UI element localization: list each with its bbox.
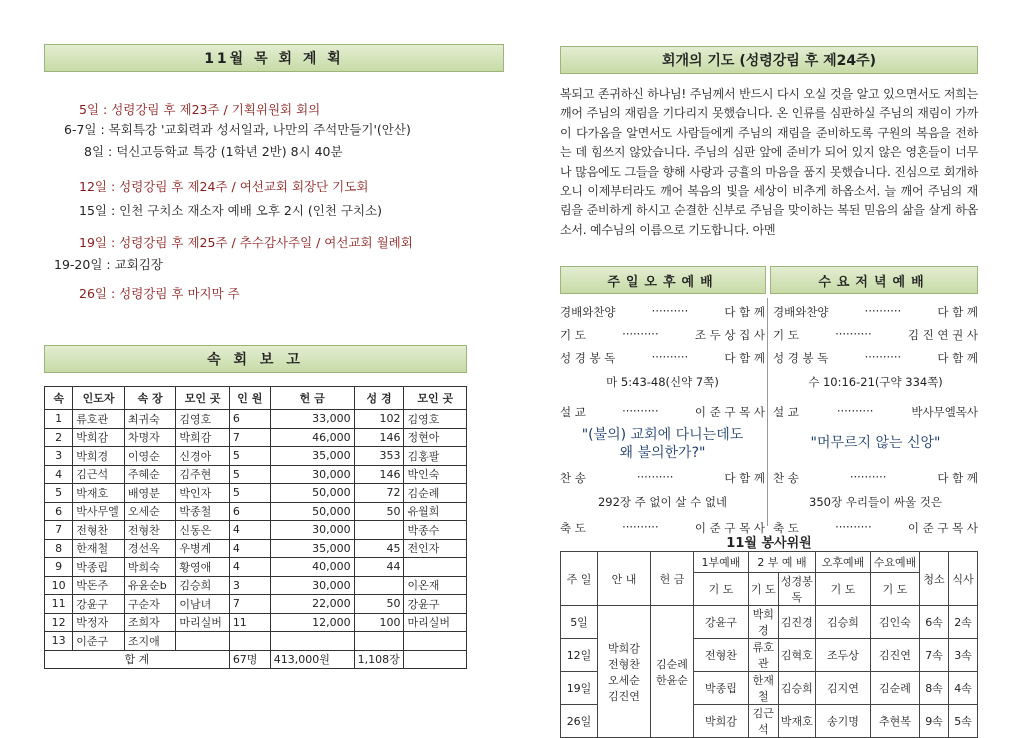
schedule-separator: : <box>102 257 115 272</box>
report-row <box>45 465 467 484</box>
service-committee-title: 11월 봉사위원 <box>726 536 812 551</box>
service-cell: 전형찬 <box>694 639 749 672</box>
report-title: 속 회 보 고 <box>207 352 304 368</box>
prayer-text: 복되고 존귀하신 하나님! 주님께서 반드시 다시 오실 것을 알고 있으면서도 저희는 깨어 주님의 재림을 기다리지 못했습니다. 온 인류를 심판하실 주님의 재림이 가까이 다가옴을 알면서도 사람들에게 주님의 재림을 준비하도록 구원의 복음을 전하는 데 힘쓰지 않았습니다. 주님의 심판 앞에 준비가 되어 있지 않은 영혼들이 너무나 많음에도 그들을 향해 사랑과 긍휼의 마음을 품지 못했습니다. 진심으로 회개하오니 이제부터라도 깨어 복음의 빛을 세상이 비추게 하옵소서. 늘 깨어 주님의 재림을 준비하게 하시고 순결한 신부로 주님을 맞이하는 복된 믿음의 삶을 살게 하옵소서. 예수님의 이름으로 기도합니다. 아멘 <box>560 87 978 237</box>
sunday-service-title: 주일오후예배 <box>607 274 719 290</box>
report-cell: 조지애 <box>124 632 176 651</box>
schedule-separator: : <box>106 235 120 250</box>
report-cell: 박정자 <box>73 613 125 632</box>
report-cell: 박종립 <box>73 558 125 577</box>
report-cell: 353 <box>354 447 404 466</box>
report-cell: 정현아 <box>404 428 467 447</box>
schedule-day: 8일 <box>84 144 105 159</box>
report-cell: 30,000 <box>270 465 354 484</box>
report-cell: 박인숙 <box>404 465 467 484</box>
item-label: 축 도 <box>773 521 799 535</box>
wed-sermon-title: "머무르지 않는 신앙" <box>810 435 941 451</box>
report-cell: 4 <box>229 521 270 540</box>
schedule-text: 성령강림 후 제25주 / 추수감사주일 / 여선교회 월례회 <box>119 235 413 250</box>
report-cell <box>176 632 229 651</box>
report-cell: 5 <box>229 447 270 466</box>
report-cell <box>354 632 404 651</box>
wed-prayer <box>773 327 978 343</box>
service-cell: 김근석 <box>749 705 779 738</box>
sunday-prayer <box>560 327 765 343</box>
schedule-separator: : <box>99 102 112 117</box>
report-cell: 박재호 <box>73 484 125 503</box>
item-dots: ·········· <box>636 470 674 484</box>
report-column-header: 인도자 <box>73 387 125 410</box>
report-cell: 44 <box>354 558 404 577</box>
wed-reading <box>773 350 978 366</box>
report-cell: 5 <box>45 484 73 503</box>
schedule-day: 6-7일 <box>64 122 97 137</box>
report-cell: 10 <box>45 576 73 595</box>
item-person: 김 진 연 권 사 <box>907 328 978 342</box>
report-cell: 4 <box>229 539 270 558</box>
item-person: 다 함 께 <box>937 471 978 485</box>
report-cell: 22,000 <box>270 595 354 614</box>
report-total-cell: 67명 <box>229 650 270 669</box>
service-row <box>561 606 978 639</box>
schedule-item <box>54 255 163 273</box>
report-total-cell: 1,108장 <box>354 650 404 669</box>
wed-scripture: 수 10:16-21(구약 334쪽) <box>808 375 943 389</box>
report-cell: 강윤구 <box>404 595 467 614</box>
report-cell <box>404 632 467 651</box>
offering-name: 한윤순 <box>656 673 688 687</box>
report-column-header: 성 경 <box>354 387 404 410</box>
item-label: 경배와찬양 <box>773 305 829 319</box>
item-label: 성 경 봉 독 <box>560 351 616 365</box>
service-header-cell: 청소 <box>920 552 949 606</box>
item-label: 성 경 봉 독 <box>773 351 829 365</box>
report-row <box>45 447 467 466</box>
report-cell: 45 <box>354 539 404 558</box>
report-cell: 146 <box>354 428 404 447</box>
service-cell: 2속 <box>949 606 978 639</box>
sunday-sermon-title-line1: "(불의) 교회에 다니는데도 <box>581 427 744 443</box>
sunday-hymn-title: 292장 주 없이 살 수 없네 <box>597 495 728 509</box>
schedule-day: 15일 <box>79 203 107 218</box>
report-cell: 마리실버 <box>404 613 467 632</box>
report-cell: 50,000 <box>270 484 354 503</box>
prayer-header <box>560 46 978 74</box>
item-dots: ·········· <box>864 304 902 318</box>
report-row <box>45 410 467 429</box>
item-dots: ·········· <box>864 350 902 364</box>
guide-name: 전형찬 <box>608 657 640 671</box>
report-cell: 3 <box>45 447 73 466</box>
item-dots: ·········· <box>622 520 659 534</box>
report-cell: 11 <box>229 613 270 632</box>
report-cell: 박희감 <box>73 428 125 447</box>
guide-name: 오세순 <box>608 673 640 687</box>
service-cell: 7속 <box>920 639 949 672</box>
schedule-item <box>79 233 413 251</box>
report-cell: 이남녀 <box>176 595 229 614</box>
report-cell: 1 <box>45 410 73 429</box>
report-cell: 박인자 <box>176 484 229 503</box>
schedule-text: 성령강림 후 제23주 / 기획위원회 회의 <box>111 102 321 117</box>
wednesday-service-title: 수요저녁예배 <box>818 274 930 290</box>
report-cell: 박사무엘 <box>73 502 125 521</box>
sunday-reading <box>560 350 765 366</box>
report-cell: 6 <box>45 502 73 521</box>
schedule-item <box>79 100 320 118</box>
report-cell: 김순례 <box>404 484 467 503</box>
item-dots: ·········· <box>835 327 872 341</box>
schedule-item <box>84 142 343 160</box>
item-dots: ·········· <box>622 404 659 418</box>
report-column-header: 모인 곳 <box>176 387 229 410</box>
service-cell: 4속 <box>949 672 978 705</box>
service-cell: 8속 <box>920 672 949 705</box>
report-cell: 황영애 <box>176 558 229 577</box>
item-person: 다 함 께 <box>724 471 765 485</box>
report-cell: 7 <box>45 521 73 540</box>
sunday-sermon-title-line2: 왜 불의한가?" <box>619 445 706 461</box>
service-cell: 김지연 <box>816 672 871 705</box>
wed-sermon <box>773 404 978 420</box>
service-cell: 김순례 <box>871 672 920 705</box>
report-cell: 한재철 <box>73 539 125 558</box>
schedule-separator: : <box>106 286 120 301</box>
report-cell: 12 <box>45 613 73 632</box>
service-cell: 추현복 <box>871 705 920 738</box>
report-cell: 박돈주 <box>73 576 125 595</box>
service-cell: 3속 <box>949 639 978 672</box>
schedule-text: 성령강림 후 제24주 / 여선교회 회장단 기도회 <box>119 179 369 194</box>
wed-praise <box>773 304 978 320</box>
prayer-title: 회개의 기도 (성령강림 후 제24주) <box>661 53 877 69</box>
report-cell: 김영호 <box>176 410 229 429</box>
report-row <box>45 502 467 521</box>
report-cell: 46,000 <box>270 428 354 447</box>
report-cell <box>354 521 404 540</box>
report-cell: 전인자 <box>404 539 467 558</box>
service-cell: 조두상 <box>816 639 871 672</box>
schedule-day: 19-20일 <box>54 257 103 272</box>
report-cell: 30,000 <box>270 576 354 595</box>
report-cell: 35,000 <box>270 539 354 558</box>
report-cell: 8 <box>45 539 73 558</box>
report-cell: 배영분 <box>124 484 176 503</box>
schedule-item <box>64 120 411 138</box>
report-cell: 김근석 <box>73 465 125 484</box>
report-total-row <box>45 650 467 669</box>
report-cell: 35,000 <box>270 447 354 466</box>
schedule-item <box>79 201 382 219</box>
report-cell: 주혜순 <box>124 465 176 484</box>
schedule-item <box>79 177 368 195</box>
report-cell: 102 <box>354 410 404 429</box>
report-cell: 50 <box>354 502 404 521</box>
report-cell: 최귀숙 <box>124 410 176 429</box>
report-cell: 김영호 <box>404 410 467 429</box>
guide-name: 김진연 <box>608 689 640 703</box>
report-row <box>45 558 467 577</box>
item-person: 다 함 께 <box>937 351 978 365</box>
report-cell: 구순자 <box>124 595 176 614</box>
offering-name: 김순례 <box>656 657 688 671</box>
service-header-cell: 1부예배 <box>694 552 749 573</box>
report-cell: 7 <box>229 595 270 614</box>
report-cell: 유윤순b <box>124 576 176 595</box>
guide-name: 박희감 <box>608 641 640 655</box>
report-cell: 박희경 <box>73 447 125 466</box>
item-person: 박사무엘목사 <box>911 405 978 419</box>
sunday-praise <box>560 304 765 320</box>
service-committee-table <box>560 551 978 738</box>
report-row <box>45 428 467 447</box>
sunday-service-header <box>560 266 766 294</box>
report-column-header: 모인 곳 <box>404 387 467 410</box>
report-cell: 12,000 <box>270 613 354 632</box>
report-cell: 이준구 <box>73 632 125 651</box>
service-header-cell: 기 도 <box>871 573 920 606</box>
schedule-text: 교회김장 <box>114 257 163 272</box>
report-cell: 50,000 <box>270 502 354 521</box>
item-label: 설 교 <box>773 405 799 419</box>
service-cell: 김진연 <box>871 639 920 672</box>
service-cell: 19일 <box>561 672 598 705</box>
item-label: 설 교 <box>560 405 586 419</box>
report-cell: 조희자 <box>124 613 176 632</box>
report-column-header: 인 원 <box>229 387 270 410</box>
schedule-text: 덕신고등학교 특강 (1학년 2반) 8시 40분 <box>116 144 343 159</box>
schedule-text: 목회특강 '교회력과 성서일과, 나만의 주석만들기'(안산) <box>108 122 411 137</box>
item-person: 다 함 께 <box>724 351 765 365</box>
item-label: 기 도 <box>773 328 799 342</box>
item-label: 찬 송 <box>773 471 799 485</box>
service-cell: 김진경 <box>778 606 815 639</box>
item-dots: ·········· <box>835 520 872 534</box>
meeting-report-table <box>44 386 467 669</box>
report-cell: 33,000 <box>270 410 354 429</box>
service-cell: 12일 <box>561 639 598 672</box>
service-cell: 김승희 <box>816 606 871 639</box>
report-cell: 50 <box>354 595 404 614</box>
schedule-day: 19일 <box>79 235 107 250</box>
schedule-text: 성령강림 후 마지막 주 <box>119 286 240 301</box>
service-header-cell: 2 부 예 배 <box>749 552 816 573</box>
report-cell <box>229 632 270 651</box>
report-cell: 오세순 <box>124 502 176 521</box>
report-cell: 신동은 <box>176 521 229 540</box>
report-cell: 전형찬 <box>73 521 125 540</box>
item-person: 다 함 께 <box>724 305 765 319</box>
item-label: 경배와찬양 <box>560 305 616 319</box>
service-cell: 류호관 <box>749 639 779 672</box>
item-label: 축 도 <box>560 521 586 535</box>
service-cell: 김승희 <box>778 672 815 705</box>
service-cell: 박종립 <box>694 672 749 705</box>
report-cell: 6 <box>229 502 270 521</box>
report-column-header: 속 장 <box>124 387 176 410</box>
item-person: 이 준 구 목 사 <box>694 405 765 419</box>
report-cell: 김홍팔 <box>404 447 467 466</box>
report-cell: 전형찬 <box>124 521 176 540</box>
service-header-cell: 기 도 <box>749 573 779 606</box>
report-cell <box>404 558 467 577</box>
schedule-separator: : <box>104 144 117 159</box>
service-header-cell: 안 내 <box>598 552 651 606</box>
report-cell: 4 <box>45 465 73 484</box>
report-cell: 이영순 <box>124 447 176 466</box>
report-cell: 5 <box>229 465 270 484</box>
report-cell: 13 <box>45 632 73 651</box>
wed-hymn-title: 350장 우리들이 싸울 것은 <box>809 495 942 509</box>
report-cell: 2 <box>45 428 73 447</box>
report-row <box>45 521 467 540</box>
report-header <box>44 345 467 373</box>
service-cell: 5일 <box>561 606 598 639</box>
item-person: 다 함 께 <box>937 305 978 319</box>
service-cell: 박희경 <box>749 606 779 639</box>
item-dots: ·········· <box>622 327 659 341</box>
report-row <box>45 613 467 632</box>
item-person: 이 준 구 목 사 <box>694 521 765 535</box>
schedule-day: 26일 <box>79 286 107 301</box>
report-row <box>45 484 467 503</box>
service-header-cell: 성경봉독 <box>778 573 815 606</box>
report-column-header: 헌 금 <box>270 387 354 410</box>
report-cell: 박희숙 <box>124 558 176 577</box>
report-cell: 9 <box>45 558 73 577</box>
report-total-cell: 합 계 <box>45 650 230 669</box>
service-header-cell: 기 도 <box>694 573 749 606</box>
report-cell: 신경아 <box>176 447 229 466</box>
report-cell: 김주현 <box>176 465 229 484</box>
report-cell: 72 <box>354 484 404 503</box>
report-cell: 우병계 <box>176 539 229 558</box>
report-cell: 이온재 <box>404 576 467 595</box>
service-cell: 6속 <box>920 606 949 639</box>
report-cell <box>354 576 404 595</box>
service-cell: 9속 <box>920 705 949 738</box>
item-dots: ·········· <box>849 470 887 484</box>
report-cell: 박종수 <box>404 521 467 540</box>
service-cell: 5속 <box>949 705 978 738</box>
report-cell: 강윤구 <box>73 595 125 614</box>
plan-title: 11월 목 회 계 획 <box>204 51 344 67</box>
report-cell: 마리실버 <box>176 613 229 632</box>
service-header-cell: 식사 <box>949 552 978 606</box>
service-header-cell: 주 일 <box>561 552 598 606</box>
report-cell: 4 <box>229 558 270 577</box>
report-total-cell <box>404 650 467 669</box>
report-cell: 류호관 <box>73 410 125 429</box>
service-header-cell: 오후예배 <box>816 552 871 573</box>
service-header-cell: 수요예배 <box>871 552 920 573</box>
item-label: 찬 송 <box>560 471 586 485</box>
report-row <box>45 595 467 614</box>
report-cell: 7 <box>229 428 270 447</box>
item-dots: ·········· <box>836 404 874 418</box>
schedule-separator: : <box>106 203 120 218</box>
report-cell: 경선옥 <box>124 539 176 558</box>
service-cell: 송기명 <box>816 705 871 738</box>
report-cell: 6 <box>229 410 270 429</box>
schedule-text: 인천 구치소 재소자 예배 오후 2시 (인천 구치소) <box>119 203 383 218</box>
service-divider <box>767 298 768 526</box>
schedule-item <box>79 284 240 302</box>
report-cell: 11 <box>45 595 73 614</box>
report-cell: 3 <box>229 576 270 595</box>
service-cell: 한재철 <box>749 672 779 705</box>
item-dots: ·········· <box>651 350 689 364</box>
sunday-hymn <box>560 470 765 486</box>
report-column-header: 속 <box>45 387 73 410</box>
schedule-separator: : <box>106 179 120 194</box>
sunday-sermon <box>560 404 765 420</box>
report-cell: 5 <box>229 484 270 503</box>
item-dots: ·········· <box>651 304 689 318</box>
service-cell: 김인숙 <box>871 606 920 639</box>
report-cell <box>270 632 354 651</box>
item-person: 조 두 상 집 사 <box>694 328 765 342</box>
schedule-day: 12일 <box>79 179 107 194</box>
report-cell: 유월희 <box>404 502 467 521</box>
report-cell: 차명자 <box>124 428 176 447</box>
wednesday-service-header <box>770 266 978 294</box>
service-cell: 박재호 <box>778 705 815 738</box>
report-cell: 박종철 <box>176 502 229 521</box>
service-guides <box>598 606 651 738</box>
report-row <box>45 539 467 558</box>
wed-hymn <box>773 470 978 486</box>
service-offering <box>651 606 694 738</box>
schedule-separator: : <box>96 122 109 137</box>
sunday-scripture: 마 5:43-48(신약 7쪽) <box>606 375 719 389</box>
service-cell: 26일 <box>561 705 598 738</box>
item-person: 이 준 구 목 사 <box>907 521 978 535</box>
service-cell: 강윤구 <box>694 606 749 639</box>
report-cell: 100 <box>354 613 404 632</box>
plan-header <box>44 44 504 72</box>
report-cell: 30,000 <box>270 521 354 540</box>
report-cell: 146 <box>354 465 404 484</box>
service-header-cell: 기 도 <box>816 573 871 606</box>
report-cell: 김승희 <box>176 576 229 595</box>
schedule-day: 5일 <box>79 102 100 117</box>
report-total-cell: 413,000원 <box>270 650 354 669</box>
item-label: 기 도 <box>560 328 586 342</box>
report-row <box>45 576 467 595</box>
report-cell: 40,000 <box>270 558 354 577</box>
service-cell: 김혁호 <box>778 639 815 672</box>
report-cell: 박희감 <box>176 428 229 447</box>
service-header-cell: 헌 금 <box>651 552 694 606</box>
report-row <box>45 632 467 651</box>
service-cell: 박희감 <box>694 705 749 738</box>
